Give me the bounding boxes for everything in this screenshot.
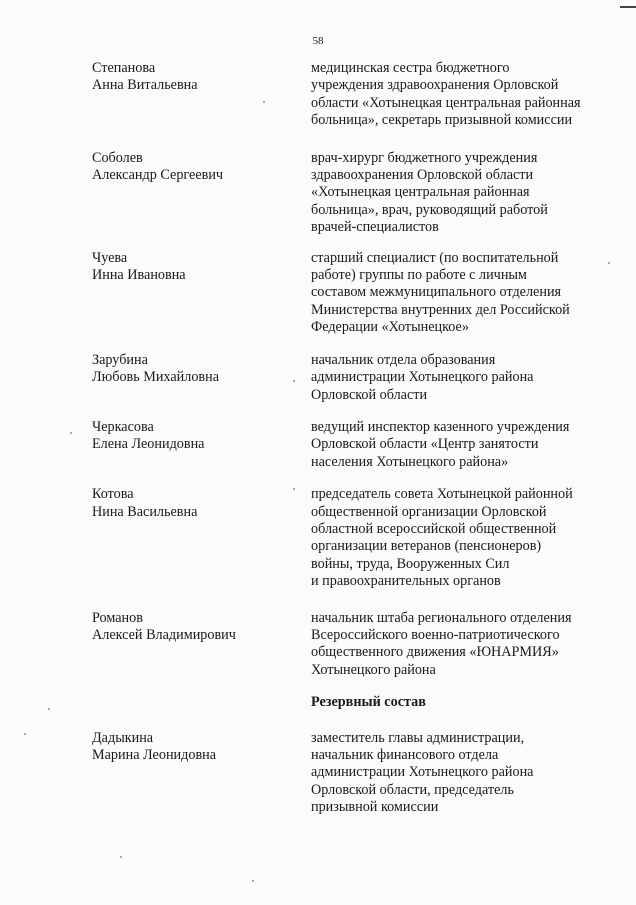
member-name (92, 730, 311, 817)
position-line: области «Хотынецкая центральная районная (311, 94, 581, 111)
position-line: и правоохранительных органов (311, 573, 501, 590)
member-surname: Соболев (92, 149, 143, 166)
member-entry (92, 486, 622, 590)
member-position (311, 250, 622, 337)
member-name (92, 250, 311, 337)
scan-speck (24, 733, 26, 735)
member-surname: Черкасова (92, 418, 154, 435)
position-line: больница», врач, руководящий работой (311, 201, 548, 218)
position-line: заместитель главы администрации, (311, 729, 525, 746)
position-line: «Хотынецкая центральная районная (311, 184, 530, 201)
member-position (311, 486, 622, 590)
member-given-names: Анна Витальевна (92, 77, 198, 94)
member-position (311, 352, 622, 404)
member-name (92, 150, 311, 237)
position-line: общественного движения «ЮНАРМИЯ» (311, 644, 559, 661)
position-line: работе) группы по работе с личным (311, 267, 527, 284)
member-name (92, 352, 311, 404)
position-line: начальник штаба регионального отделения (311, 609, 572, 626)
member-entry (92, 60, 622, 130)
position-line: учреждения здравоохранения Орловской (311, 77, 559, 94)
position-line: старший специалист (по воспитательной (311, 249, 559, 266)
member-surname: Романов (92, 609, 143, 626)
member-given-names: Александр Сергеевич (92, 167, 224, 184)
position-line: призывной комиссии (311, 799, 439, 816)
member-given-names: Любовь Михайловна (92, 369, 220, 386)
page-number: 58 (312, 35, 324, 47)
member-surname: Чуева (92, 249, 128, 266)
scan-speck (608, 262, 610, 264)
position-line: Министерства внутренних дел Российской (311, 301, 570, 318)
position-line: ведущий инспектор казенного учреждения (311, 418, 570, 435)
member-position (311, 610, 622, 680)
member-surname: Дадыкина (92, 729, 154, 746)
member-surname: Зарубина (92, 351, 148, 368)
position-line: Хотынецкого района (311, 661, 436, 678)
position-line: составом межмуниципального отделения (311, 284, 562, 301)
scan-speck (70, 432, 72, 434)
position-line: врач-хирург бюджетного учреждения (311, 149, 538, 166)
member-position (311, 150, 622, 237)
commission-roster (92, 60, 622, 817)
scan-speck (120, 856, 122, 858)
position-line: Всероссийского военно-патриотического (311, 626, 560, 643)
scan-speck (293, 380, 295, 382)
position-line: начальник отдела образования (311, 351, 496, 368)
member-entry (92, 150, 622, 237)
position-line: администрации Хотынецкого района (311, 764, 534, 781)
position-line: областной всероссийской общественной (311, 520, 557, 537)
position-line: медицинская сестра бюджетного (311, 60, 510, 76)
position-line: Орловской области (311, 386, 428, 403)
position-line: Федерации «Хотынецкое» (311, 319, 469, 336)
member-entry (92, 419, 622, 471)
member-position (311, 419, 622, 471)
member-given-names: Марина Леонидовна (92, 747, 217, 763)
member-given-names: Инна Ивановна (92, 267, 186, 284)
scan-speck (48, 708, 50, 710)
position-line: общественной организации Орловской (311, 503, 547, 520)
position-line: председатель совета Хотынецкой районной (311, 486, 573, 503)
position-line: организации ветеранов (пенсионеров) (311, 538, 542, 555)
scan-speck (293, 488, 295, 490)
member-given-names: Алексей Владимирович (92, 626, 236, 643)
scan-speck (263, 101, 265, 103)
member-position (311, 730, 622, 817)
position-line: больница», секретарь призывной комиссии (311, 112, 573, 129)
scan-corner-mark (620, 6, 636, 8)
member-given-names: Елена Леонидовна (92, 436, 205, 453)
position-line: Орловской области, председатель (311, 781, 514, 798)
member-name (92, 610, 311, 680)
position-line: Орловской области «Центр занятости (311, 436, 539, 453)
position-line: администрации Хотынецкого района (311, 369, 534, 386)
member-name (92, 60, 311, 130)
member-entry (92, 352, 622, 404)
member-name (92, 419, 311, 471)
member-given-names: Нина Васильевна (92, 503, 198, 520)
member-position (311, 60, 622, 130)
position-line: начальник финансового отдела (311, 747, 499, 763)
member-entry (92, 250, 622, 337)
member-surname: Степанова (92, 60, 156, 76)
member-name (92, 486, 311, 590)
position-line: войны, труда, Вооруженных Сил (311, 555, 510, 572)
reserve-member-entry (92, 730, 622, 817)
scan-speck (252, 880, 254, 882)
reserve-section-heading: Резервный состав (311, 694, 426, 711)
member-surname: Котова (92, 486, 134, 503)
position-line: населения Хотынецкого района» (311, 453, 509, 470)
position-line: врачей-специалистов (311, 219, 439, 236)
member-entry (92, 610, 622, 680)
position-line: здравоохранения Орловской области (311, 167, 534, 184)
